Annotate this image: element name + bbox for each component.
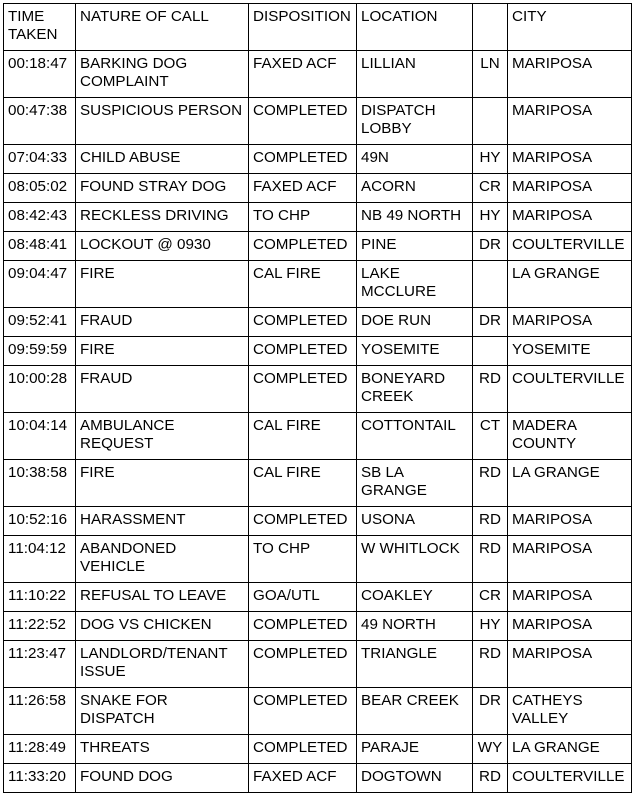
cell-location: USONA (357, 507, 473, 536)
call-log-table (3, 3, 632, 793)
cell-time-taken: 09:59:59 (4, 337, 76, 366)
cell-disposition: COMPLETED (249, 232, 357, 261)
table-row (4, 413, 632, 460)
cell-street-type: DR (473, 308, 508, 337)
cell-time-taken: 10:00:28 (4, 366, 76, 413)
cell-nature-of-call: FOUND DOG (76, 764, 249, 793)
table-row (4, 308, 632, 337)
cell-time-taken: 11:28:49 (4, 735, 76, 764)
cell-time-taken: 10:04:14 (4, 413, 76, 460)
cell-nature-of-call: BARKING DOG COMPLAINT (76, 51, 249, 98)
cell-disposition: COMPLETED (249, 145, 357, 174)
cell-city: MARIPOSA (508, 612, 632, 641)
cell-nature-of-call: FRAUD (76, 366, 249, 413)
cell-nature-of-call: FRAUD (76, 308, 249, 337)
cell-street-type: DR (473, 688, 508, 735)
cell-disposition: CAL FIRE (249, 413, 357, 460)
cell-nature-of-call: LANDLORD/TENANT ISSUE (76, 641, 249, 688)
table-row (4, 51, 632, 98)
header-city: CITY (508, 4, 632, 51)
cell-time-taken: 10:52:16 (4, 507, 76, 536)
cell-location: NB 49 NORTH (357, 203, 473, 232)
cell-nature-of-call: DOG VS CHICKEN (76, 612, 249, 641)
table-row (4, 612, 632, 641)
cell-disposition: COMPLETED (249, 366, 357, 413)
table-row (4, 337, 632, 366)
cell-street-type: RD (473, 641, 508, 688)
table-row (4, 145, 632, 174)
cell-location: COTTONTAIL (357, 413, 473, 460)
cell-location: ACORN (357, 174, 473, 203)
cell-nature-of-call: RECKLESS DRIVING (76, 203, 249, 232)
cell-city: MARIPOSA (508, 203, 632, 232)
cell-street-type: LN (473, 51, 508, 98)
cell-city: MARIPOSA (508, 51, 632, 98)
cell-city: MARIPOSA (508, 308, 632, 337)
cell-time-taken: 11:23:47 (4, 641, 76, 688)
cell-location: LAKE MCCLURE (357, 261, 473, 308)
table-row (4, 688, 632, 735)
cell-nature-of-call: LOCKOUT @ 0930 (76, 232, 249, 261)
cell-location: DOGTOWN (357, 764, 473, 793)
cell-street-type: HY (473, 612, 508, 641)
cell-nature-of-call: AMBULANCE REQUEST (76, 413, 249, 460)
cell-location: DOE RUN (357, 308, 473, 337)
cell-disposition: CAL FIRE (249, 460, 357, 507)
cell-city: MARIPOSA (508, 174, 632, 203)
cell-city: LA GRANGE (508, 735, 632, 764)
table-row (4, 583, 632, 612)
cell-disposition: COMPLETED (249, 612, 357, 641)
cell-location: SB LA GRANGE (357, 460, 473, 507)
cell-street-type (473, 337, 508, 366)
cell-time-taken: 09:04:47 (4, 261, 76, 308)
cell-time-taken: 08:42:43 (4, 203, 76, 232)
cell-street-type: RD (473, 507, 508, 536)
table-row (4, 366, 632, 413)
cell-time-taken: 11:10:22 (4, 583, 76, 612)
cell-street-type: RD (473, 536, 508, 583)
cell-location: YOSEMITE (357, 337, 473, 366)
cell-nature-of-call: FIRE (76, 261, 249, 308)
cell-time-taken: 00:47:38 (4, 98, 76, 145)
table-row (4, 536, 632, 583)
cell-city: MADERA COUNTY (508, 413, 632, 460)
cell-street-type: RD (473, 366, 508, 413)
cell-time-taken: 08:48:41 (4, 232, 76, 261)
cell-time-taken: 00:18:47 (4, 51, 76, 98)
cell-disposition: FAXED ACF (249, 174, 357, 203)
cell-disposition: COMPLETED (249, 337, 357, 366)
header-street-type (473, 4, 508, 51)
cell-city: MARIPOSA (508, 145, 632, 174)
cell-disposition: FAXED ACF (249, 51, 357, 98)
cell-city: LA GRANGE (508, 261, 632, 308)
cell-location: 49 NORTH (357, 612, 473, 641)
cell-disposition: TO CHP (249, 536, 357, 583)
cell-street-type (473, 261, 508, 308)
cell-time-taken: 11:26:58 (4, 688, 76, 735)
cell-nature-of-call: ABANDONED VEHICLE (76, 536, 249, 583)
table-row (4, 507, 632, 536)
cell-time-taken: 11:22:52 (4, 612, 76, 641)
cell-disposition: COMPLETED (249, 507, 357, 536)
cell-street-type: WY (473, 735, 508, 764)
cell-location: PINE (357, 232, 473, 261)
cell-street-type: RD (473, 764, 508, 793)
cell-location: PARAJE (357, 735, 473, 764)
cell-time-taken: 11:33:20 (4, 764, 76, 793)
cell-nature-of-call: SUSPICIOUS PERSON (76, 98, 249, 145)
cell-nature-of-call: FOUND STRAY DOG (76, 174, 249, 203)
cell-nature-of-call: REFUSAL TO LEAVE (76, 583, 249, 612)
cell-city: COULTERVILLE (508, 366, 632, 413)
cell-time-taken: 07:04:33 (4, 145, 76, 174)
cell-disposition: COMPLETED (249, 308, 357, 337)
table-row (4, 641, 632, 688)
cell-time-taken: 08:05:02 (4, 174, 76, 203)
cell-street-type: HY (473, 145, 508, 174)
table-row (4, 98, 632, 145)
cell-time-taken: 10:38:58 (4, 460, 76, 507)
cell-location: BONEYARD CREEK (357, 366, 473, 413)
cell-location: 49N (357, 145, 473, 174)
cell-location: TRIANGLE (357, 641, 473, 688)
cell-city: CATHEYS VALLEY (508, 688, 632, 735)
cell-disposition: COMPLETED (249, 98, 357, 145)
table-row (4, 174, 632, 203)
cell-city: LA GRANGE (508, 460, 632, 507)
table-row (4, 460, 632, 507)
cell-location: W WHITLOCK (357, 536, 473, 583)
table-row (4, 232, 632, 261)
cell-time-taken: 09:52:41 (4, 308, 76, 337)
cell-street-type: RD (473, 460, 508, 507)
cell-city: MARIPOSA (508, 583, 632, 612)
cell-street-type: CR (473, 174, 508, 203)
cell-disposition: FAXED ACF (249, 764, 357, 793)
cell-city: COULTERVILLE (508, 232, 632, 261)
header-row (4, 4, 632, 51)
cell-street-type: HY (473, 203, 508, 232)
cell-city: MARIPOSA (508, 98, 632, 145)
cell-nature-of-call: FIRE (76, 337, 249, 366)
cell-location: DISPATCH LOBBY (357, 98, 473, 145)
cell-city: YOSEMITE (508, 337, 632, 366)
cell-disposition: TO CHP (249, 203, 357, 232)
cell-location: BEAR CREEK (357, 688, 473, 735)
cell-nature-of-call: CHILD ABUSE (76, 145, 249, 174)
cell-disposition: COMPLETED (249, 735, 357, 764)
header-location: LOCATION (357, 4, 473, 51)
cell-location: LILLIAN (357, 51, 473, 98)
cell-street-type: DR (473, 232, 508, 261)
cell-nature-of-call: FIRE (76, 460, 249, 507)
table-row (4, 203, 632, 232)
cell-nature-of-call: THREATS (76, 735, 249, 764)
cell-disposition: COMPLETED (249, 688, 357, 735)
cell-time-taken: 11:04:12 (4, 536, 76, 583)
cell-street-type: CT (473, 413, 508, 460)
cell-disposition: COMPLETED (249, 641, 357, 688)
cell-nature-of-call: HARASSMENT (76, 507, 249, 536)
cell-nature-of-call: SNAKE FOR DISPATCH (76, 688, 249, 735)
call-log-body (4, 4, 632, 793)
cell-location: COAKLEY (357, 583, 473, 612)
cell-city: MARIPOSA (508, 536, 632, 583)
cell-street-type: CR (473, 583, 508, 612)
table-row (4, 764, 632, 793)
table-row (4, 735, 632, 764)
cell-city: MARIPOSA (508, 507, 632, 536)
header-disposition: DISPOSITION (249, 4, 357, 51)
header-time-taken: TIME TAKEN (4, 4, 76, 51)
cell-disposition: GOA/UTL (249, 583, 357, 612)
cell-street-type (473, 98, 508, 145)
cell-disposition: CAL FIRE (249, 261, 357, 308)
table-row (4, 261, 632, 308)
cell-city: MARIPOSA (508, 641, 632, 688)
header-nature-of-call: NATURE OF CALL (76, 4, 249, 51)
cell-city: COULTERVILLE (508, 764, 632, 793)
